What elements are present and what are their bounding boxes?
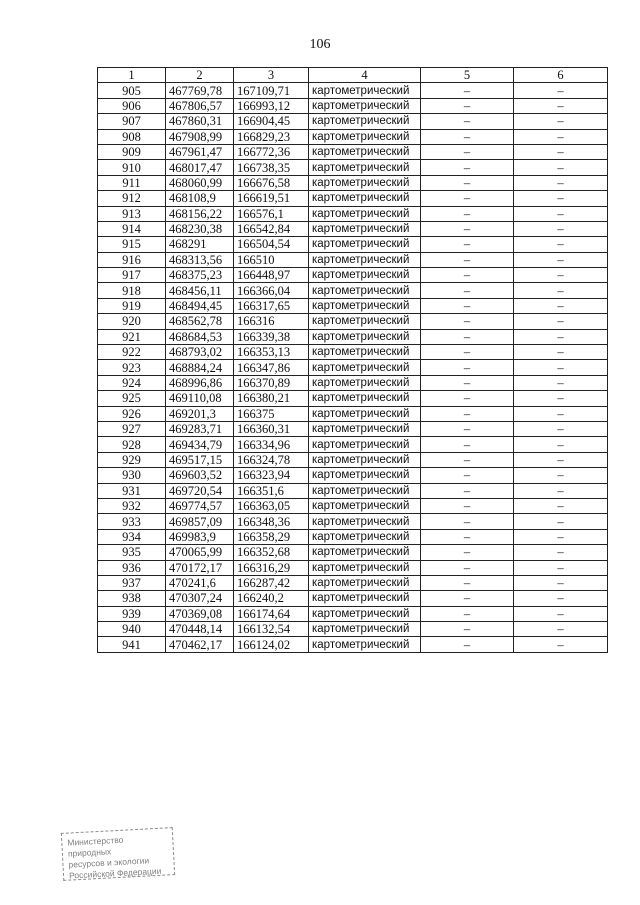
y-coordinate-cell: 166287,42 (234, 575, 309, 590)
method-cell: картометрический (309, 160, 421, 175)
method-cell: картометрический (309, 514, 421, 529)
x-coordinate-cell: 469774,57 (166, 498, 234, 513)
column-6-cell: – (514, 360, 608, 375)
column-6-cell: – (514, 622, 608, 637)
x-coordinate-cell: 470448,14 (166, 622, 234, 637)
column-header: 6 (514, 68, 608, 83)
method-cell: картометрический (309, 298, 421, 313)
column-5-cell: – (421, 160, 514, 175)
y-coordinate-cell: 166448,97 (234, 268, 309, 283)
y-coordinate-cell: 166370,89 (234, 375, 309, 390)
method-cell: картометрический (309, 468, 421, 483)
point-number-cell: 936 (98, 560, 166, 575)
table-row (98, 191, 608, 206)
method-cell: картометрический (309, 637, 421, 652)
table-row (98, 483, 608, 498)
column-5-cell: – (421, 529, 514, 544)
point-number-cell: 926 (98, 406, 166, 421)
column-5-cell: – (421, 498, 514, 513)
column-5-cell: – (421, 437, 514, 452)
table-row (98, 237, 608, 252)
y-coordinate-cell: 166510 (234, 252, 309, 267)
table-row (98, 498, 608, 513)
point-number-cell: 911 (98, 175, 166, 190)
column-6-cell: – (514, 421, 608, 436)
method-cell: картометрический (309, 114, 421, 129)
method-cell: картометрический (309, 575, 421, 590)
y-coordinate-cell: 166124,02 (234, 637, 309, 652)
y-coordinate-cell: 166366,04 (234, 283, 309, 298)
y-coordinate-cell: 166352,68 (234, 545, 309, 560)
point-number-cell: 931 (98, 483, 166, 498)
x-coordinate-cell: 469857,09 (166, 514, 234, 529)
table-row (98, 468, 608, 483)
method-cell: картометрический (309, 421, 421, 436)
x-coordinate-cell: 467769,78 (166, 83, 234, 98)
y-coordinate-cell: 166576,1 (234, 206, 309, 221)
column-6-cell: – (514, 452, 608, 467)
x-coordinate-cell: 469603,52 (166, 468, 234, 483)
method-cell: картометрический (309, 529, 421, 544)
x-coordinate-cell: 469983,9 (166, 529, 234, 544)
y-coordinate-cell: 166317,65 (234, 298, 309, 313)
x-coordinate-cell: 470065,99 (166, 545, 234, 560)
point-number-cell: 912 (98, 191, 166, 206)
point-number-cell: 907 (98, 114, 166, 129)
column-6-cell: – (514, 529, 608, 544)
method-cell: картометрический (309, 221, 421, 236)
y-coordinate-cell: 166316 (234, 314, 309, 329)
column-5-cell: – (421, 391, 514, 406)
x-coordinate-cell: 468108,9 (166, 191, 234, 206)
column-6-cell: – (514, 391, 608, 406)
point-number-cell: 934 (98, 529, 166, 544)
table-row (98, 606, 608, 621)
y-coordinate-cell: 166360,31 (234, 421, 309, 436)
table-row (98, 637, 608, 652)
column-6-cell: – (514, 129, 608, 144)
table-row (98, 144, 608, 159)
x-coordinate-cell: 469201,3 (166, 406, 234, 421)
column-5-cell: – (421, 421, 514, 436)
method-cell: картометрический (309, 545, 421, 560)
y-coordinate-cell: 166375 (234, 406, 309, 421)
point-number-cell: 906 (98, 98, 166, 113)
column-6-cell: – (514, 114, 608, 129)
x-coordinate-cell: 468313,56 (166, 252, 234, 267)
column-header: 3 (234, 68, 309, 83)
point-number-cell: 930 (98, 468, 166, 483)
y-coordinate-cell: 166542,84 (234, 221, 309, 236)
column-5-cell: – (421, 206, 514, 221)
column-5-cell: – (421, 329, 514, 344)
method-cell: картометрический (309, 144, 421, 159)
x-coordinate-cell: 468230,38 (166, 221, 234, 236)
column-6-cell: – (514, 375, 608, 390)
column-5-cell: – (421, 237, 514, 252)
y-coordinate-cell: 166324,78 (234, 452, 309, 467)
x-coordinate-cell: 468684,53 (166, 329, 234, 344)
point-number-cell: 927 (98, 421, 166, 436)
table-row (98, 298, 608, 313)
y-coordinate-cell: 166904,45 (234, 114, 309, 129)
x-coordinate-cell: 468793,02 (166, 345, 234, 360)
column-6-cell: – (514, 206, 608, 221)
table-row (98, 252, 608, 267)
x-coordinate-cell: 468375,23 (166, 268, 234, 283)
y-coordinate-cell: 166829,23 (234, 129, 309, 144)
table-row (98, 129, 608, 144)
x-coordinate-cell: 467961,47 (166, 144, 234, 159)
method-cell: картометрический (309, 452, 421, 467)
y-coordinate-cell: 166351,6 (234, 483, 309, 498)
point-number-cell: 920 (98, 314, 166, 329)
point-number-cell: 909 (98, 144, 166, 159)
method-cell: картометрический (309, 268, 421, 283)
method-cell: картометрический (309, 437, 421, 452)
column-6-cell: – (514, 483, 608, 498)
column-5-cell: – (421, 345, 514, 360)
x-coordinate-cell: 470462,17 (166, 637, 234, 652)
x-coordinate-cell: 468291 (166, 237, 234, 252)
column-6-cell: – (514, 514, 608, 529)
table-row (98, 591, 608, 606)
column-6-cell: – (514, 83, 608, 98)
x-coordinate-cell: 469720,54 (166, 483, 234, 498)
column-5-cell: – (421, 98, 514, 113)
column-6-cell: – (514, 237, 608, 252)
point-number-cell: 924 (98, 375, 166, 390)
table-row (98, 391, 608, 406)
table-row (98, 221, 608, 236)
method-cell: картометрический (309, 360, 421, 375)
stamp-line: Российской Федерации (68, 865, 162, 881)
method-cell: картометрический (309, 606, 421, 621)
table-row (98, 375, 608, 390)
column-6-cell: – (514, 637, 608, 652)
x-coordinate-cell: 469110,08 (166, 391, 234, 406)
y-coordinate-cell: 166348,36 (234, 514, 309, 529)
table-row (98, 98, 608, 113)
method-cell: картометрический (309, 406, 421, 421)
method-cell: картометрический (309, 252, 421, 267)
table-row (98, 283, 608, 298)
x-coordinate-cell: 470369,08 (166, 606, 234, 621)
point-number-cell: 916 (98, 252, 166, 267)
y-coordinate-cell: 166738,35 (234, 160, 309, 175)
point-number-cell: 925 (98, 391, 166, 406)
point-number-cell: 937 (98, 575, 166, 590)
method-cell: картометрический (309, 83, 421, 98)
column-6-cell: – (514, 406, 608, 421)
x-coordinate-cell: 470172,17 (166, 560, 234, 575)
point-number-cell: 908 (98, 129, 166, 144)
point-number-cell: 940 (98, 622, 166, 637)
x-coordinate-cell: 468996,86 (166, 375, 234, 390)
coordinates-table (97, 67, 608, 653)
column-5-cell: – (421, 252, 514, 267)
column-5-cell: – (421, 83, 514, 98)
x-coordinate-cell: 468456,11 (166, 283, 234, 298)
column-6-cell: – (514, 498, 608, 513)
y-coordinate-cell: 166772,36 (234, 144, 309, 159)
stamp-line: Министерство природных (67, 834, 124, 859)
column-6-cell: – (514, 221, 608, 236)
column-5-cell: – (421, 591, 514, 606)
method-cell: картометрический (309, 498, 421, 513)
y-coordinate-cell: 166363,05 (234, 498, 309, 513)
column-6-cell: – (514, 298, 608, 313)
column-5-cell: – (421, 637, 514, 652)
column-5-cell: – (421, 452, 514, 467)
column-6-cell: – (514, 437, 608, 452)
table-row (98, 437, 608, 452)
point-number-cell: 919 (98, 298, 166, 313)
column-6-cell: – (514, 545, 608, 560)
point-number-cell: 935 (98, 545, 166, 560)
y-coordinate-cell: 166993,12 (234, 98, 309, 113)
table-body (98, 83, 608, 652)
table-row (98, 529, 608, 544)
point-number-cell: 938 (98, 591, 166, 606)
column-5-cell: – (421, 144, 514, 159)
table-row (98, 268, 608, 283)
column-5-cell: – (421, 221, 514, 236)
method-cell: картометрический (309, 329, 421, 344)
x-coordinate-cell: 469517,15 (166, 452, 234, 467)
column-6-cell: – (514, 560, 608, 575)
column-6-cell: – (514, 591, 608, 606)
column-6-cell: – (514, 606, 608, 621)
x-coordinate-cell: 468884,24 (166, 360, 234, 375)
column-6-cell: – (514, 144, 608, 159)
x-coordinate-cell: 469283,71 (166, 421, 234, 436)
stamp-line: ресурсов и экологии (68, 855, 150, 870)
point-number-cell: 918 (98, 283, 166, 298)
x-coordinate-cell: 468562,78 (166, 314, 234, 329)
column-header: 5 (421, 68, 514, 83)
column-6-cell: – (514, 314, 608, 329)
y-coordinate-cell: 166339,38 (234, 329, 309, 344)
column-5-cell: – (421, 606, 514, 621)
table-row (98, 114, 608, 129)
column-6-cell: – (514, 268, 608, 283)
table-row (98, 345, 608, 360)
column-6-cell: – (514, 283, 608, 298)
column-header: 4 (309, 68, 421, 83)
x-coordinate-cell: 467806,57 (166, 98, 234, 113)
y-coordinate-cell: 166174,64 (234, 606, 309, 621)
column-6-cell: – (514, 575, 608, 590)
y-coordinate-cell: 166380,21 (234, 391, 309, 406)
table-row (98, 514, 608, 529)
table-row (98, 545, 608, 560)
column-5-cell: – (421, 483, 514, 498)
method-cell: картометрический (309, 560, 421, 575)
point-number-cell: 928 (98, 437, 166, 452)
point-number-cell: 921 (98, 329, 166, 344)
point-number-cell: 929 (98, 452, 166, 467)
column-5-cell: – (421, 314, 514, 329)
point-number-cell: 941 (98, 637, 166, 652)
method-cell: картометрический (309, 237, 421, 252)
point-number-cell: 917 (98, 268, 166, 283)
table-row (98, 160, 608, 175)
column-6-cell: – (514, 329, 608, 344)
column-5-cell: – (421, 575, 514, 590)
method-cell: картометрический (309, 283, 421, 298)
point-number-cell: 905 (98, 83, 166, 98)
method-cell: картометрический (309, 375, 421, 390)
method-cell: картометрический (309, 206, 421, 221)
y-coordinate-cell: 166132,54 (234, 622, 309, 637)
column-6-cell: – (514, 191, 608, 206)
y-coordinate-cell: 166358,29 (234, 529, 309, 544)
column-5-cell: – (421, 191, 514, 206)
method-cell: картометрический (309, 129, 421, 144)
method-cell: картометрический (309, 191, 421, 206)
point-number-cell: 914 (98, 221, 166, 236)
table-row (98, 452, 608, 467)
column-6-cell: – (514, 175, 608, 190)
archive-stamp (61, 827, 175, 881)
table-row (98, 206, 608, 221)
y-coordinate-cell: 166334,96 (234, 437, 309, 452)
column-header: 1 (98, 68, 166, 83)
x-coordinate-cell: 468017,47 (166, 160, 234, 175)
point-number-cell: 932 (98, 498, 166, 513)
point-number-cell: 910 (98, 160, 166, 175)
point-number-cell: 939 (98, 606, 166, 621)
x-coordinate-cell: 470307,24 (166, 591, 234, 606)
column-5-cell: – (421, 622, 514, 637)
x-coordinate-cell: 468060,99 (166, 175, 234, 190)
y-coordinate-cell: 166504,54 (234, 237, 309, 252)
table-row (98, 421, 608, 436)
column-5-cell: – (421, 468, 514, 483)
method-cell: картометрический (309, 622, 421, 637)
column-5-cell: – (421, 545, 514, 560)
point-number-cell: 923 (98, 360, 166, 375)
y-coordinate-cell: 166619,51 (234, 191, 309, 206)
x-coordinate-cell: 469434,79 (166, 437, 234, 452)
column-5-cell: – (421, 375, 514, 390)
column-5-cell: – (421, 283, 514, 298)
x-coordinate-cell: 470241,6 (166, 575, 234, 590)
table-header-row (98, 68, 608, 83)
column-5-cell: – (421, 514, 514, 529)
method-cell: картометрический (309, 591, 421, 606)
page-number: 106 (309, 37, 331, 52)
column-6-cell: – (514, 98, 608, 113)
column-5-cell: – (421, 406, 514, 421)
column-5-cell: – (421, 114, 514, 129)
table-row (98, 622, 608, 637)
method-cell: картометрический (309, 345, 421, 360)
table-row (98, 575, 608, 590)
x-coordinate-cell: 468494,45 (166, 298, 234, 313)
column-5-cell: – (421, 268, 514, 283)
method-cell: картометрический (309, 483, 421, 498)
table-row (98, 83, 608, 98)
y-coordinate-cell: 166240,2 (234, 591, 309, 606)
column-6-cell: – (514, 252, 608, 267)
column-5-cell: – (421, 175, 514, 190)
column-5-cell: – (421, 560, 514, 575)
method-cell: картометрический (309, 314, 421, 329)
table-row (98, 329, 608, 344)
x-coordinate-cell: 468156,22 (166, 206, 234, 221)
y-coordinate-cell: 166353,13 (234, 345, 309, 360)
column-6-cell: – (514, 160, 608, 175)
table-row (98, 175, 608, 190)
y-coordinate-cell: 167109,71 (234, 83, 309, 98)
column-6-cell: – (514, 345, 608, 360)
y-coordinate-cell: 166316,29 (234, 560, 309, 575)
point-number-cell: 933 (98, 514, 166, 529)
y-coordinate-cell: 166347,86 (234, 360, 309, 375)
table-row (98, 360, 608, 375)
point-number-cell: 913 (98, 206, 166, 221)
method-cell: картометрический (309, 175, 421, 190)
table-row (98, 314, 608, 329)
column-5-cell: – (421, 360, 514, 375)
column-6-cell: – (514, 468, 608, 483)
point-number-cell: 922 (98, 345, 166, 360)
y-coordinate-cell: 166323,94 (234, 468, 309, 483)
method-cell: картометрический (309, 391, 421, 406)
x-coordinate-cell: 467860,31 (166, 114, 234, 129)
method-cell: картометрический (309, 98, 421, 113)
table-row (98, 560, 608, 575)
table-row (98, 406, 608, 421)
column-5-cell: – (421, 298, 514, 313)
y-coordinate-cell: 166676,58 (234, 175, 309, 190)
column-5-cell: – (421, 129, 514, 144)
column-header: 2 (166, 68, 234, 83)
x-coordinate-cell: 467908,99 (166, 129, 234, 144)
point-number-cell: 915 (98, 237, 166, 252)
